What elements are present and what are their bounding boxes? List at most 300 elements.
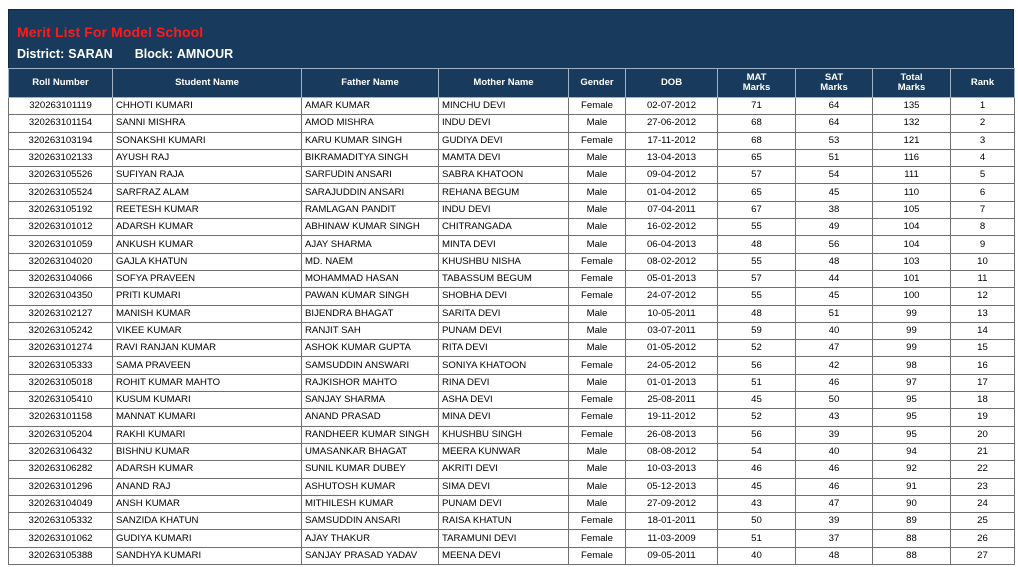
- cell-sat-marks: 53: [796, 132, 873, 149]
- cell-roll-number: 320263104049: [9, 495, 113, 512]
- table-row: [9, 530, 1015, 547]
- cell-student-name: KUSUM KUMARI: [113, 392, 302, 409]
- cell-father-name: AJAY THAKUR: [302, 530, 439, 547]
- cell-mother-name: PUNAM DEVI: [439, 322, 569, 339]
- cell-total-marks: 100: [873, 288, 951, 305]
- table-row: [9, 305, 1015, 322]
- cell-father-name: BIKRAMADITYA SINGH: [302, 149, 439, 166]
- cell-rank: 21: [951, 443, 1015, 460]
- cell-rank: 18: [951, 392, 1015, 409]
- cell-father-name: AJAY SHARMA: [302, 236, 439, 253]
- cell-father-name: ABHINAW KUMAR SINGH: [302, 219, 439, 236]
- cell-mother-name: TABASSUM BEGUM: [439, 270, 569, 287]
- cell-student-name: PRITI KUMARI: [113, 288, 302, 305]
- cell-total-marks: 121: [873, 132, 951, 149]
- cell-sat-marks: 46: [796, 374, 873, 391]
- cell-mother-name: REHANA BEGUM: [439, 184, 569, 201]
- cell-total-marks: 97: [873, 374, 951, 391]
- cell-father-name: SANJAY SHARMA: [302, 392, 439, 409]
- cell-gender: Female: [569, 409, 626, 426]
- cell-dob: 19-11-2012: [626, 409, 718, 426]
- cell-total-marks: 105: [873, 201, 951, 218]
- cell-mother-name: RAISA KHATUN: [439, 513, 569, 530]
- cell-roll-number: 320263101012: [9, 219, 113, 236]
- cell-mother-name: KHUSHBU SINGH: [439, 426, 569, 443]
- district-value: SARAN: [68, 47, 113, 61]
- cell-roll-number: 320263105018: [9, 374, 113, 391]
- cell-total-marks: 90: [873, 495, 951, 512]
- table-row: [9, 98, 1015, 115]
- cell-roll-number: 320263101296: [9, 478, 113, 495]
- table-row: [9, 357, 1015, 374]
- cell-dob: 24-07-2012: [626, 288, 718, 305]
- cell-dob: 10-03-2013: [626, 461, 718, 478]
- table-row: [9, 167, 1015, 184]
- district-label: District:: [17, 47, 65, 61]
- cell-mother-name: SONIYA KHATOON: [439, 357, 569, 374]
- cell-roll-number: 320263105526: [9, 167, 113, 184]
- cell-student-name: SARFRAZ ALAM: [113, 184, 302, 201]
- cell-gender: Male: [569, 115, 626, 132]
- cell-father-name: KARU KUMAR SINGH: [302, 132, 439, 149]
- table-row: [9, 495, 1015, 512]
- cell-roll-number: 320263106282: [9, 461, 113, 478]
- cell-mother-name: MEENA DEVI: [439, 547, 569, 564]
- cell-sat-marks: 45: [796, 184, 873, 201]
- table-body: [9, 98, 1015, 565]
- cell-mat-marks: 46: [718, 461, 796, 478]
- cell-rank: 15: [951, 340, 1015, 357]
- cell-mother-name: PUNAM DEVI: [439, 495, 569, 512]
- cell-roll-number: 320263101062: [9, 530, 113, 547]
- table-row: [9, 443, 1015, 460]
- cell-total-marks: 94: [873, 443, 951, 460]
- cell-sat-marks: 48: [796, 253, 873, 270]
- cell-father-name: ASHUTOSH KUMAR: [302, 478, 439, 495]
- cell-mother-name: MAMTA DEVI: [439, 149, 569, 166]
- cell-gender: Male: [569, 495, 626, 512]
- table-row: [9, 392, 1015, 409]
- cell-gender: Female: [569, 253, 626, 270]
- cell-dob: 08-08-2012: [626, 443, 718, 460]
- table-row: [9, 426, 1015, 443]
- cell-total-marks: 104: [873, 219, 951, 236]
- cell-sat-marks: 40: [796, 322, 873, 339]
- cell-mat-marks: 56: [718, 426, 796, 443]
- cell-sat-marks: 49: [796, 219, 873, 236]
- cell-mat-marks: 52: [718, 340, 796, 357]
- table-row: [9, 219, 1015, 236]
- cell-rank: 2: [951, 115, 1015, 132]
- cell-rank: 7: [951, 201, 1015, 218]
- cell-total-marks: 116: [873, 149, 951, 166]
- cell-total-marks: 91: [873, 478, 951, 495]
- cell-dob: 07-04-2011: [626, 201, 718, 218]
- cell-rank: 9: [951, 236, 1015, 253]
- table-row: [9, 513, 1015, 530]
- cell-total-marks: 95: [873, 392, 951, 409]
- cell-dob: 26-08-2013: [626, 426, 718, 443]
- column-header-total-marks: Total Marks: [873, 69, 951, 98]
- cell-student-name: SUFIYAN RAJA: [113, 167, 302, 184]
- cell-mat-marks: 51: [718, 374, 796, 391]
- cell-roll-number: 320263101158: [9, 409, 113, 426]
- cell-gender: Male: [569, 167, 626, 184]
- cell-rank: 17: [951, 374, 1015, 391]
- table-row: [9, 132, 1015, 149]
- cell-father-name: BIJENDRA BHAGAT: [302, 305, 439, 322]
- cell-father-name: SUNIL KUMAR DUBEY: [302, 461, 439, 478]
- cell-rank: 5: [951, 167, 1015, 184]
- cell-sat-marks: 51: [796, 305, 873, 322]
- cell-roll-number: 320263105410: [9, 392, 113, 409]
- cell-mat-marks: 67: [718, 201, 796, 218]
- cell-gender: Male: [569, 340, 626, 357]
- column-header-sat-marks: SAT Marks: [796, 69, 873, 98]
- cell-sat-marks: 48: [796, 547, 873, 564]
- cell-roll-number: 320263104350: [9, 288, 113, 305]
- cell-father-name: MOHAMMAD HASAN: [302, 270, 439, 287]
- cell-student-name: GAJLA KHATUN: [113, 253, 302, 270]
- cell-gender: Male: [569, 184, 626, 201]
- cell-father-name: AMOD MISHRA: [302, 115, 439, 132]
- cell-sat-marks: 38: [796, 201, 873, 218]
- cell-mother-name: AKRITI DEVI: [439, 461, 569, 478]
- merit-list-sheet: [8, 9, 1014, 565]
- cell-student-name: CHHOTI KUMARI: [113, 98, 302, 115]
- cell-gender: Male: [569, 443, 626, 460]
- cell-mat-marks: 48: [718, 236, 796, 253]
- cell-roll-number: 320263105388: [9, 547, 113, 564]
- cell-mother-name: RINA DEVI: [439, 374, 569, 391]
- cell-student-name: SANDHYA KUMARI: [113, 547, 302, 564]
- cell-total-marks: 99: [873, 322, 951, 339]
- cell-mat-marks: 65: [718, 184, 796, 201]
- cell-mat-marks: 43: [718, 495, 796, 512]
- cell-sat-marks: 46: [796, 461, 873, 478]
- cell-roll-number: 320263105242: [9, 322, 113, 339]
- cell-mat-marks: 65: [718, 149, 796, 166]
- cell-mother-name: SIMA DEVI: [439, 478, 569, 495]
- cell-mother-name: MEERA KUNWAR: [439, 443, 569, 460]
- cell-roll-number: 320263101059: [9, 236, 113, 253]
- cell-student-name: ANSH KUMAR: [113, 495, 302, 512]
- cell-roll-number: 320263105204: [9, 426, 113, 443]
- cell-mat-marks: 56: [718, 357, 796, 374]
- cell-student-name: SONAKSHI KUMARI: [113, 132, 302, 149]
- cell-dob: 11-03-2009: [626, 530, 718, 547]
- cell-total-marks: 95: [873, 426, 951, 443]
- cell-rank: 26: [951, 530, 1015, 547]
- cell-sat-marks: 37: [796, 530, 873, 547]
- cell-roll-number: 320263104066: [9, 270, 113, 287]
- cell-total-marks: 132: [873, 115, 951, 132]
- cell-rank: 25: [951, 513, 1015, 530]
- cell-father-name: SAMSUDDIN ANSWARI: [302, 357, 439, 374]
- column-header-student-name: Student Name: [113, 69, 302, 98]
- cell-roll-number: 320263104020: [9, 253, 113, 270]
- cell-roll-number: 320263102127: [9, 305, 113, 322]
- cell-gender: Male: [569, 461, 626, 478]
- cell-gender: Female: [569, 132, 626, 149]
- cell-father-name: AMAR KUMAR: [302, 98, 439, 115]
- table-row: [9, 201, 1015, 218]
- cell-student-name: ANKUSH KUMAR: [113, 236, 302, 253]
- cell-dob: 16-02-2012: [626, 219, 718, 236]
- cell-sat-marks: 47: [796, 340, 873, 357]
- cell-dob: 03-07-2011: [626, 322, 718, 339]
- cell-roll-number: 320263102133: [9, 149, 113, 166]
- cell-rank: 16: [951, 357, 1015, 374]
- cell-dob: 06-04-2013: [626, 236, 718, 253]
- cell-father-name: SAMSUDDIN ANSARI: [302, 513, 439, 530]
- cell-rank: 27: [951, 547, 1015, 564]
- cell-rank: 4: [951, 149, 1015, 166]
- page-title: Merit List For Model School: [17, 24, 204, 40]
- cell-father-name: SARFUDIN ANSARI: [302, 167, 439, 184]
- cell-gender: Female: [569, 288, 626, 305]
- cell-dob: 05-01-2013: [626, 270, 718, 287]
- cell-sat-marks: 40: [796, 443, 873, 460]
- cell-roll-number: 320263105332: [9, 513, 113, 530]
- cell-total-marks: 98: [873, 357, 951, 374]
- cell-mother-name: SARITA DEVI: [439, 305, 569, 322]
- cell-total-marks: 89: [873, 513, 951, 530]
- cell-mat-marks: 55: [718, 288, 796, 305]
- cell-sat-marks: 44: [796, 270, 873, 287]
- cell-student-name: ANAND RAJ: [113, 478, 302, 495]
- cell-total-marks: 99: [873, 305, 951, 322]
- cell-mat-marks: 68: [718, 115, 796, 132]
- cell-mother-name: INDU DEVI: [439, 201, 569, 218]
- cell-mother-name: CHITRANGADA: [439, 219, 569, 236]
- cell-gender: Male: [569, 305, 626, 322]
- table-row: [9, 115, 1015, 132]
- cell-student-name: ADARSH KUMAR: [113, 461, 302, 478]
- cell-mother-name: ASHA DEVI: [439, 392, 569, 409]
- cell-father-name: MD. NAEM: [302, 253, 439, 270]
- cell-gender: Female: [569, 392, 626, 409]
- table-header-row: [9, 69, 1015, 98]
- table-row: [9, 236, 1015, 253]
- cell-dob: 10-05-2011: [626, 305, 718, 322]
- cell-student-name: AYUSH RAJ: [113, 149, 302, 166]
- cell-mother-name: RITA DEVI: [439, 340, 569, 357]
- cell-father-name: UMASANKAR BHAGAT: [302, 443, 439, 460]
- cell-gender: Female: [569, 98, 626, 115]
- cell-student-name: MANISH KUMAR: [113, 305, 302, 322]
- cell-mother-name: MINCHU DEVI: [439, 98, 569, 115]
- cell-dob: 09-04-2012: [626, 167, 718, 184]
- column-header-mat-marks: MAT Marks: [718, 69, 796, 98]
- cell-mat-marks: 55: [718, 219, 796, 236]
- cell-father-name: PAWAN KUMAR SINGH: [302, 288, 439, 305]
- cell-father-name: SARAJUDDIN ANSARI: [302, 184, 439, 201]
- cell-roll-number: 320263101274: [9, 340, 113, 357]
- cell-roll-number: 320263106432: [9, 443, 113, 460]
- cell-total-marks: 88: [873, 547, 951, 564]
- cell-dob: 09-05-2011: [626, 547, 718, 564]
- cell-sat-marks: 64: [796, 115, 873, 132]
- cell-mat-marks: 55: [718, 253, 796, 270]
- cell-dob: 17-11-2012: [626, 132, 718, 149]
- table-row: [9, 374, 1015, 391]
- cell-total-marks: 99: [873, 340, 951, 357]
- cell-mother-name: MINA DEVI: [439, 409, 569, 426]
- cell-mat-marks: 54: [718, 443, 796, 460]
- cell-total-marks: 104: [873, 236, 951, 253]
- table-row: [9, 547, 1015, 564]
- cell-student-name: MANNAT KUMARI: [113, 409, 302, 426]
- cell-rank: 23: [951, 478, 1015, 495]
- cell-gender: Male: [569, 219, 626, 236]
- cell-sat-marks: 43: [796, 409, 873, 426]
- cell-student-name: SANNI MISHRA: [113, 115, 302, 132]
- cell-dob: 01-04-2012: [626, 184, 718, 201]
- cell-rank: 1: [951, 98, 1015, 115]
- table-row: [9, 409, 1015, 426]
- cell-rank: 19: [951, 409, 1015, 426]
- table-row: [9, 270, 1015, 287]
- cell-sat-marks: 51: [796, 149, 873, 166]
- cell-sat-marks: 50: [796, 392, 873, 409]
- cell-mother-name: INDU DEVI: [439, 115, 569, 132]
- column-header-roll-number: Roll Number: [9, 69, 113, 98]
- cell-total-marks: 135: [873, 98, 951, 115]
- cell-dob: 18-01-2011: [626, 513, 718, 530]
- cell-student-name: RAVI RANJAN KUMAR: [113, 340, 302, 357]
- column-header-dob: DOB: [626, 69, 718, 98]
- cell-mat-marks: 68: [718, 132, 796, 149]
- column-header-mother-name: Mother Name: [439, 69, 569, 98]
- location-line: [17, 47, 237, 61]
- cell-total-marks: 110: [873, 184, 951, 201]
- cell-rank: 22: [951, 461, 1015, 478]
- cell-rank: 10: [951, 253, 1015, 270]
- cell-student-name: GUDIYA KUMARI: [113, 530, 302, 547]
- cell-gender: Female: [569, 426, 626, 443]
- cell-total-marks: 95: [873, 409, 951, 426]
- cell-mat-marks: 40: [718, 547, 796, 564]
- header-banner: [8, 9, 1014, 68]
- cell-gender: Male: [569, 322, 626, 339]
- cell-gender: Male: [569, 201, 626, 218]
- cell-dob: 13-04-2013: [626, 149, 718, 166]
- cell-father-name: RANJIT SAH: [302, 322, 439, 339]
- cell-student-name: SOFYA PRAVEEN: [113, 270, 302, 287]
- table-row: [9, 288, 1015, 305]
- cell-father-name: RANDHEER KUMAR SINGH: [302, 426, 439, 443]
- cell-sat-marks: 47: [796, 495, 873, 512]
- cell-student-name: SANZIDA KHATUN: [113, 513, 302, 530]
- cell-sat-marks: 46: [796, 478, 873, 495]
- cell-dob: 25-08-2011: [626, 392, 718, 409]
- cell-gender: Male: [569, 236, 626, 253]
- table-row: [9, 149, 1015, 166]
- cell-student-name: ROHIT KUMAR MAHTO: [113, 374, 302, 391]
- cell-student-name: VIKEE KUMAR: [113, 322, 302, 339]
- cell-rank: 12: [951, 288, 1015, 305]
- cell-mat-marks: 71: [718, 98, 796, 115]
- cell-total-marks: 111: [873, 167, 951, 184]
- cell-dob: 24-05-2012: [626, 357, 718, 374]
- cell-mother-name: MINTA DEVI: [439, 236, 569, 253]
- cell-sat-marks: 56: [796, 236, 873, 253]
- cell-mother-name: SHOBHA DEVI: [439, 288, 569, 305]
- cell-gender: Female: [569, 530, 626, 547]
- cell-sat-marks: 64: [796, 98, 873, 115]
- cell-dob: 08-02-2012: [626, 253, 718, 270]
- cell-gender: Male: [569, 149, 626, 166]
- cell-mat-marks: 52: [718, 409, 796, 426]
- cell-sat-marks: 45: [796, 288, 873, 305]
- cell-mother-name: TARAMUNI DEVI: [439, 530, 569, 547]
- cell-roll-number: 320263105524: [9, 184, 113, 201]
- cell-roll-number: 320263101119: [9, 98, 113, 115]
- cell-sat-marks: 39: [796, 426, 873, 443]
- cell-sat-marks: 39: [796, 513, 873, 530]
- cell-mat-marks: 57: [718, 167, 796, 184]
- cell-rank: 8: [951, 219, 1015, 236]
- table-row: [9, 322, 1015, 339]
- block-value: AMNOUR: [176, 47, 234, 61]
- cell-student-name: RAKHI KUMARI: [113, 426, 302, 443]
- cell-dob: 27-09-2012: [626, 495, 718, 512]
- cell-mother-name: KHUSHBU NISHA: [439, 253, 569, 270]
- cell-gender: Female: [569, 513, 626, 530]
- cell-mat-marks: 45: [718, 392, 796, 409]
- table-row: [9, 478, 1015, 495]
- cell-dob: 01-01-2013: [626, 374, 718, 391]
- cell-total-marks: 101: [873, 270, 951, 287]
- cell-rank: 11: [951, 270, 1015, 287]
- cell-rank: 13: [951, 305, 1015, 322]
- cell-dob: 05-12-2013: [626, 478, 718, 495]
- cell-dob: 27-06-2012: [626, 115, 718, 132]
- cell-father-name: ASHOK KUMAR GUPTA: [302, 340, 439, 357]
- cell-total-marks: 92: [873, 461, 951, 478]
- cell-mat-marks: 51: [718, 530, 796, 547]
- cell-sat-marks: 42: [796, 357, 873, 374]
- table-row: [9, 340, 1015, 357]
- column-header-rank: Rank: [951, 69, 1015, 98]
- cell-rank: 6: [951, 184, 1015, 201]
- cell-rank: 20: [951, 426, 1015, 443]
- table-row: [9, 461, 1015, 478]
- table-row: [9, 184, 1015, 201]
- cell-mother-name: SABRA KHATOON: [439, 167, 569, 184]
- cell-total-marks: 103: [873, 253, 951, 270]
- cell-gender: Male: [569, 478, 626, 495]
- cell-father-name: RAMLAGAN PANDIT: [302, 201, 439, 218]
- cell-roll-number: 320263105333: [9, 357, 113, 374]
- merit-table: [8, 68, 1015, 565]
- cell-father-name: MITHILESH KUMAR: [302, 495, 439, 512]
- cell-mat-marks: 59: [718, 322, 796, 339]
- cell-student-name: ADARSH KUMAR: [113, 219, 302, 236]
- cell-gender: Female: [569, 270, 626, 287]
- cell-rank: 14: [951, 322, 1015, 339]
- cell-total-marks: 88: [873, 530, 951, 547]
- cell-roll-number: 320263105192: [9, 201, 113, 218]
- cell-rank: 3: [951, 132, 1015, 149]
- table-row: [9, 253, 1015, 270]
- cell-dob: 02-07-2012: [626, 98, 718, 115]
- cell-mat-marks: 48: [718, 305, 796, 322]
- cell-sat-marks: 54: [796, 167, 873, 184]
- cell-roll-number: 320263101154: [9, 115, 113, 132]
- cell-gender: Female: [569, 357, 626, 374]
